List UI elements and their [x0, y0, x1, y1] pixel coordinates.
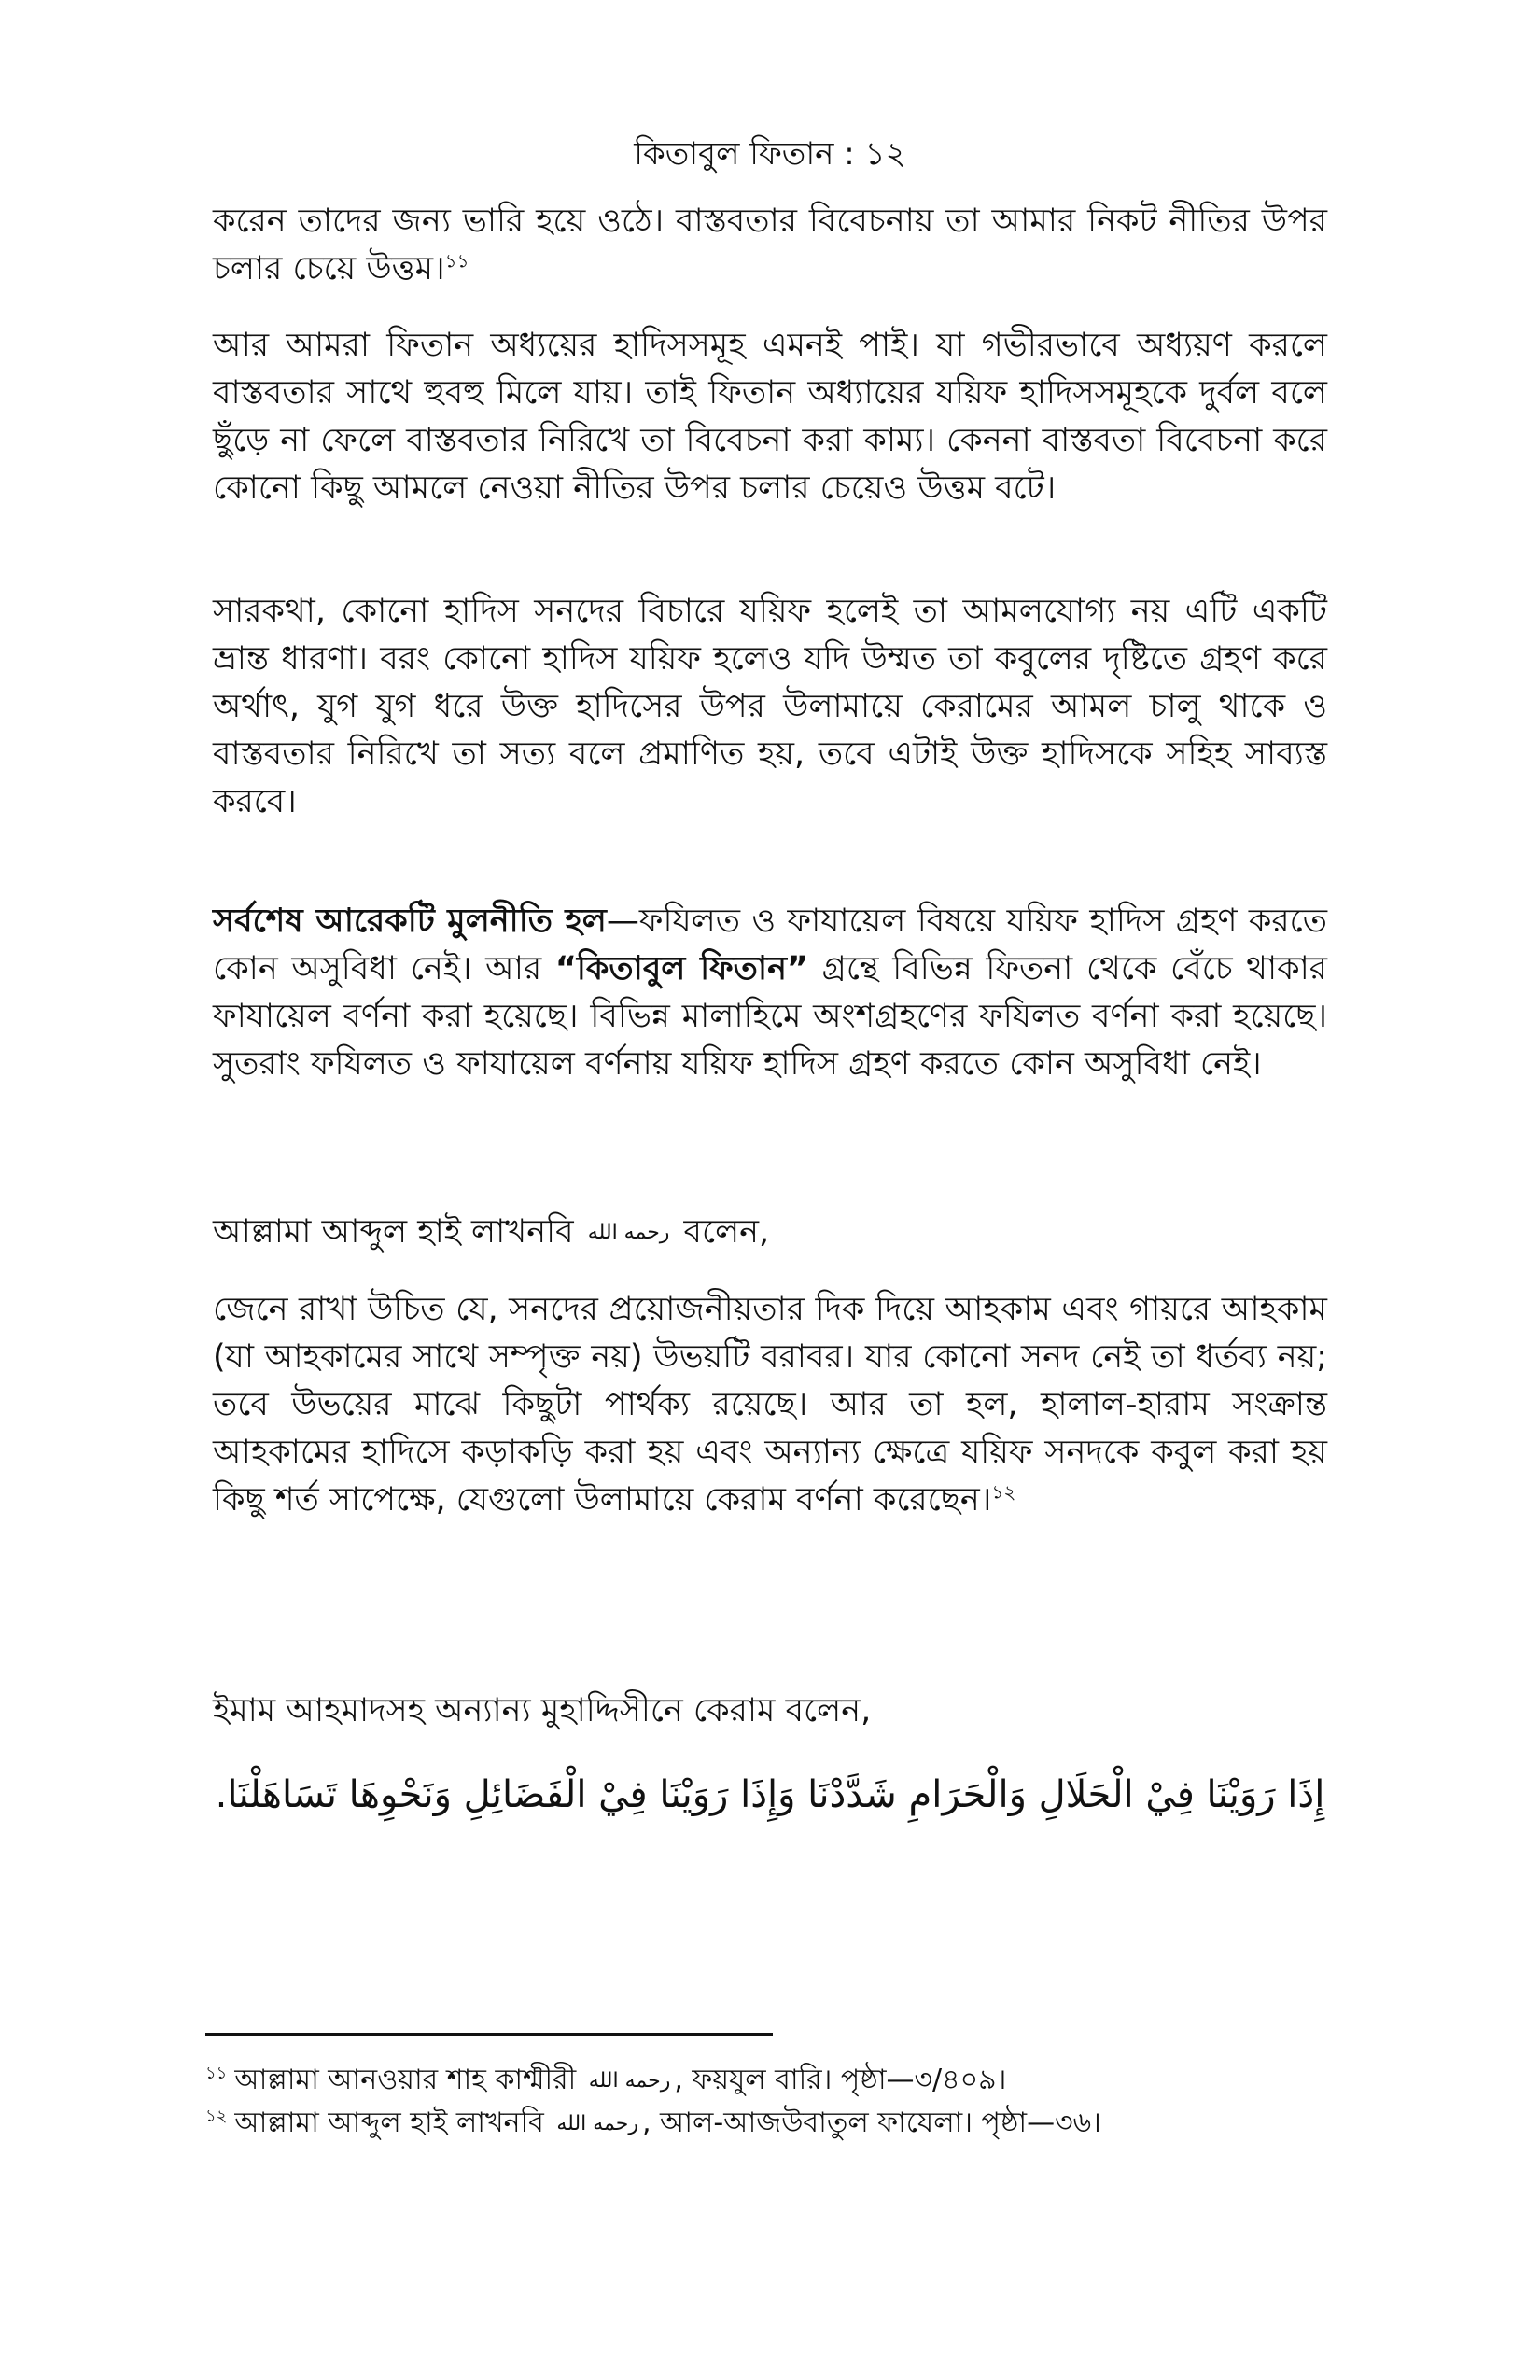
running-header: [0, 131, 1540, 177]
footnote-reference-11[interactable]: ১১: [444, 249, 469, 273]
footnote-separator: [205, 2033, 773, 2036]
rahimahullah-honorific-icon: ﺭﺣﻤﻪ ﺍﻟﻠﻪ: [587, 1221, 670, 1244]
body-paragraph-1: [213, 198, 1327, 293]
rahimahullah-honorific-icon: ﺭﺣﻤﻪ ﺍﻟﻠﻪ: [588, 2068, 671, 2093]
arabic-quotation: إِذَا رَوَيْنَا فِيْ الْحَلَالِ وَالْحَرَامِ شَدَّدْنَا وَإِذَا رَوَيْنَا فِيْ الْفَضَائِلِ وَنَحْوِهَا تَسَاهَلْنَا.: [215, 1773, 1325, 1816]
paragraph-text: গ্রন্থে বিভিন্ন ফিতনা থেকে বেঁচে থাকার ফাযায়েল বর্ণনা করা হয়েছে। বিভিন্ন মালাহিমে অংশগ্রহণের ফযিলত বর্ণনা করা হয়েছে। সুতরাং ফযিলত ও ফাযায়েল বর্ণনায় যয়িফ হাদিস গ্রহণ করতে কোন অসুবিধা নেই।: [213, 950, 1328, 1083]
footnote-number: ১১: [205, 2064, 228, 2083]
body-paragraph-4: [213, 898, 1327, 1088]
paragraph-text: আর আমরা ফিতান অধ্যয়ের হাদিসসমূহ এমনই পাই। যা গভীরভাবে অধ্যয়ণ করলে বাস্তবতার সাথে হুবহু মিলে যায়। তাই ফিতান অধ্যায়ের যয়িফ হাদিসসমূহকে দুর্বল বলে ছুঁড়ে না ফেলে বাস্তবতার নিরিখে তা বিবেচনা করা কাম্য। কেননা বাস্তবতা বিবেচনা করে কোনো কিছু আমলে নেওয়া নীতির উপর চলার চেয়েও উত্তম বটে।: [213, 327, 1327, 507]
footnote-number: ১২: [205, 2107, 228, 2126]
footnotes: [205, 2059, 1325, 2145]
scholar-name: আল্লামা আব্দুল হাই লাখনবি: [213, 1213, 574, 1251]
footnote-source: , আল-আজউবাতুল ফাযেলা। পৃষ্ঠা—৩৬।: [641, 2107, 1101, 2139]
body-paragraph-6: [213, 1286, 1327, 1524]
body-paragraph-5: [213, 1209, 1327, 1256]
footnote-author: আল্লামা আনওয়ার শাহ কাশ্মীরী: [234, 2064, 577, 2096]
footnote-author: আল্লামা আব্দুল হাই লাখনবি: [234, 2107, 544, 2139]
body-paragraph-3: [213, 588, 1327, 826]
footnote-reference-12[interactable]: ১২: [991, 1480, 1016, 1504]
principle-heading: সর্বশেষ আরেকটি মুলনীতি হল: [213, 903, 607, 940]
rahimahullah-honorific-icon: ﺭﺣﻤﻪ ﺍﻟﻠﻪ: [556, 2111, 638, 2135]
paragraph-text: ইমাম আহমাদসহ অন্যান্য মুহাদ্দিসীনে কেরাম বলেন,: [213, 1692, 872, 1729]
running-title: কিতাবুল ফিতান : ১২: [634, 135, 906, 173]
quotation-text: জেনে রাখা উচিত যে, সনদের প্রয়োজনীয়তার দিক দিয়ে আহকাম এবং গায়রে আহকাম (যা আহকামের সাথে সম্পৃক্ত নয়) উভয়টি বরাবর। যার কোনো সনদ নেই তা ধর্তব্য নয়; তবে উভয়ের মাঝে কিছুটা পার্থক্য রয়েছে। আর তা হল, হালাল-হারাম সংক্রান্ত আহকামের হাদিসে কড়াকড়ি করা হয় এবং অন্যান্য ক্ষেত্রে যয়িফ সনদকে কবুল করা হয় কিছু শর্ত সাপেক্ষে, যেগুলো উলামায়ে কেরাম বর্ণনা করেছেন।: [213, 1291, 1327, 1519]
paragraph-text: বলেন,: [673, 1213, 770, 1251]
body-paragraph-2: [213, 322, 1327, 512]
paragraph-text: সারকথা, কোনো হাদিস সনদের বিচারে যয়িফ হলেই তা আমলযোগ্য নয় এটি একটি ভ্রান্ত ধারণা। বরং কোনো হাদিস যয়িফ হলেও যদি উম্মত তা কবুলের দৃষ্টিতে গ্রহণ করে অর্থাৎ, যুগ যুগ ধরে উক্ত হাদিসের উপর উলামায়ে কেরামের আমল চালু থাকে ও বাস্তবতার নিরিখে তা সত্য বলে প্রমাণিত হয়, তবে এটাই উক্ত হাদিসকে সহিহ সাব্যস্ত করবে।: [213, 593, 1327, 820]
body-paragraph-7: [213, 1687, 1327, 1735]
paragraph-text: করেন তাদের জন্য ভারি হয়ে ওঠে। বাস্তবতার বিবেচনায় তা আমার নিকট নীতির উপর চলার চেয়ে উত্তম।: [213, 203, 1327, 287]
paragraph-text: —ফযিলত ও ফাযায়েল বিষয়ে যয়িফ হাদিস গ্রহণ করতে কোন অসুবিধা নেই। আর: [213, 903, 1327, 987]
footnote-12: [205, 2102, 1325, 2145]
footnote-source: , ফয়যুল বারি। পৃষ্ঠা—৩/৪০৯।: [674, 2064, 1007, 2096]
book-title-quote: “কিতাবুল ফিতান”: [554, 950, 808, 987]
footnote-11: [205, 2059, 1325, 2102]
